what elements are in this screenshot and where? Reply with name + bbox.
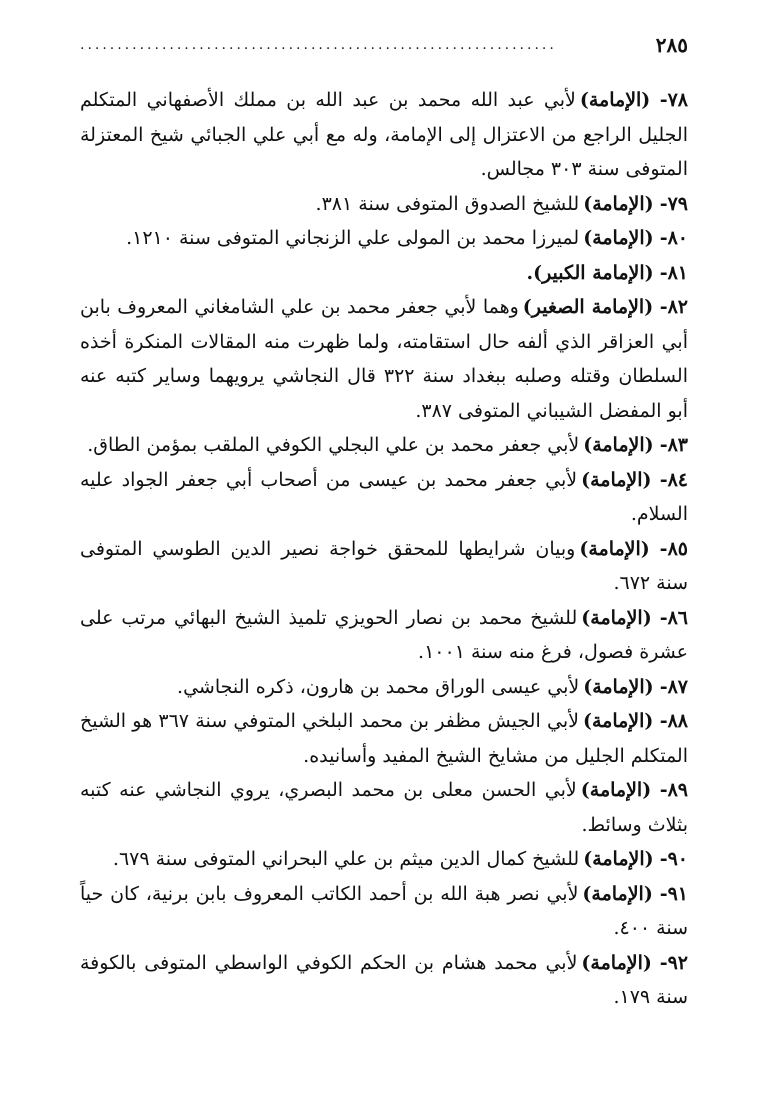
list-item [80,532,688,601]
entry-description: للشيخ الصدوق المتوفى سنة ٣٨١. [315,192,580,215]
entry-description: لأبي عيسى الوراق محمد بن هارون، ذكره النجاشي. [177,675,580,698]
entry-number: ٧٨- [659,89,688,111]
list-item [80,877,688,946]
entry-number: ٩٠- [659,848,688,870]
entry-number: ٨٦- [659,606,688,629]
entry-list [80,83,688,1015]
entry-number: ٨٧- [659,675,688,698]
entry-title: (الإمامة) [581,951,652,974]
list-item [80,601,688,670]
entry-title: (الإمامة) [583,434,654,456]
entry-title: (الإمامة) [579,537,650,560]
entry-title: (الإمامة) [580,779,652,801]
entry-description: لأبي نصر هبة الله بن أحمد الكاتب المعروف بابن برنية، كان حياً سنة ٤٠٠. [80,882,688,939]
list-item [80,187,688,222]
entry-number: ٨١- [659,261,688,284]
entry-description: لأبي عبد الله محمد بن عبد الله بن مملك الأصفهاني المتكلم الجليل الراجع من الاعتزال إلى الإمامة، وله مع أبي علي الجبائي شيخ المعتزلة المتوفى سنة ٣٠٣ مجالس. [80,89,688,180]
list-item [80,428,688,463]
entry-description: وبيان شرايطها للمحقق خواجة نصير الدين الطوسي المتوفى سنة ٦٧٢. [80,537,688,594]
page-header [80,30,688,60]
entry-description: لأبي جعفر محمد بن عيسى من أصحاب أبي جعفر الجواد عليه السلام. [80,468,688,525]
dotted-leader: ................................................................ [80,37,557,53]
entry-title: (الإمامة) [583,227,654,249]
entry-description: لميرزا محمد بن المولى علي الزنجاني المتوفى سنة ١٢١٠. [126,227,580,249]
entry-title: (الإمامة) [582,882,653,905]
entry-number: ٨٥- [659,537,688,560]
list-item [80,221,688,256]
entry-number: ٨٣- [659,434,688,456]
entry-title: (الإمامة) [582,710,654,732]
entry-description: للشيخ محمد بن نصار الحويزي تلميذ الشيخ البهائي مرتب على عشرة فصول، فرغ منه سنة ١٠٠١. [80,606,688,663]
entry-title: (الإمامة) [583,675,654,698]
entry-title: (الإمامة) [583,192,654,215]
list-item [80,946,688,1015]
entry-title: (الإمامة) [581,468,652,491]
entry-number: ٩٢- [659,951,688,974]
entry-title: (الإمامة) [583,848,654,870]
entry-number: ٨٠- [659,227,688,249]
entry-number: ٩١- [659,882,688,905]
list-item [80,463,688,532]
list-item [80,290,688,428]
entry-description: للشيخ كمال الدين ميثم بن علي البحراني المتوفى سنة ٦٧٩. [112,848,580,870]
entry-description: لأبي الحسن معلى بن محمد البصري، يروي النجاشي عنه كتبه بثلاث وسائط. [80,779,688,836]
entry-number: ٨٨- [659,710,688,732]
entry-description: وهما لأبي جعفر محمد بن علي الشامغاني المعروف بابن أبي العزاقر الذي ألفه حال استقامته، ولما ظهرت منه المقالات المنكرة أخذه السلطان وقتله وصلبه ببغداد سنة ٣٢٢ قال النجاشي يرويهما وساير كتبه عنه أبو المفضل الشيباني المتوفى ٣٨٧. [80,296,689,422]
entry-title: (الإمامة الكبير). [526,261,654,284]
entry-title: (الإمامة الصغير) [522,296,654,318]
list-item [80,704,688,773]
list-item [80,773,688,842]
entry-number: ٨٤- [659,468,688,491]
entry-description: لأبي الجيش مظفر بن محمد البلخي المتوفي سنة ٣٦٧ هو الشيخ المتكلم الجليل من مشايخ الشيخ المفيد وأسانيده. [80,710,688,767]
list-item [80,670,688,705]
page-number: ٢٨٥ [655,33,688,57]
list-item [80,83,688,187]
entry-number: ٨٢- [659,296,688,318]
entry-number: ٧٩- [659,192,688,215]
entry-title: (الإمامة) [581,606,652,629]
list-item [80,256,688,291]
entry-title: (الإمامة) [579,89,651,111]
entry-description: لأبي جعفر محمد بن علي البجلي الكوفي الملقب بمؤمن الطاق. [87,434,580,456]
entry-number: ٨٩- [659,779,688,801]
entry-description: لأبي محمد هشام بن الحكم الكوفي الواسطي المتوفى بالكوفة سنة ١٧٩. [80,951,688,1008]
list-item [80,842,688,877]
